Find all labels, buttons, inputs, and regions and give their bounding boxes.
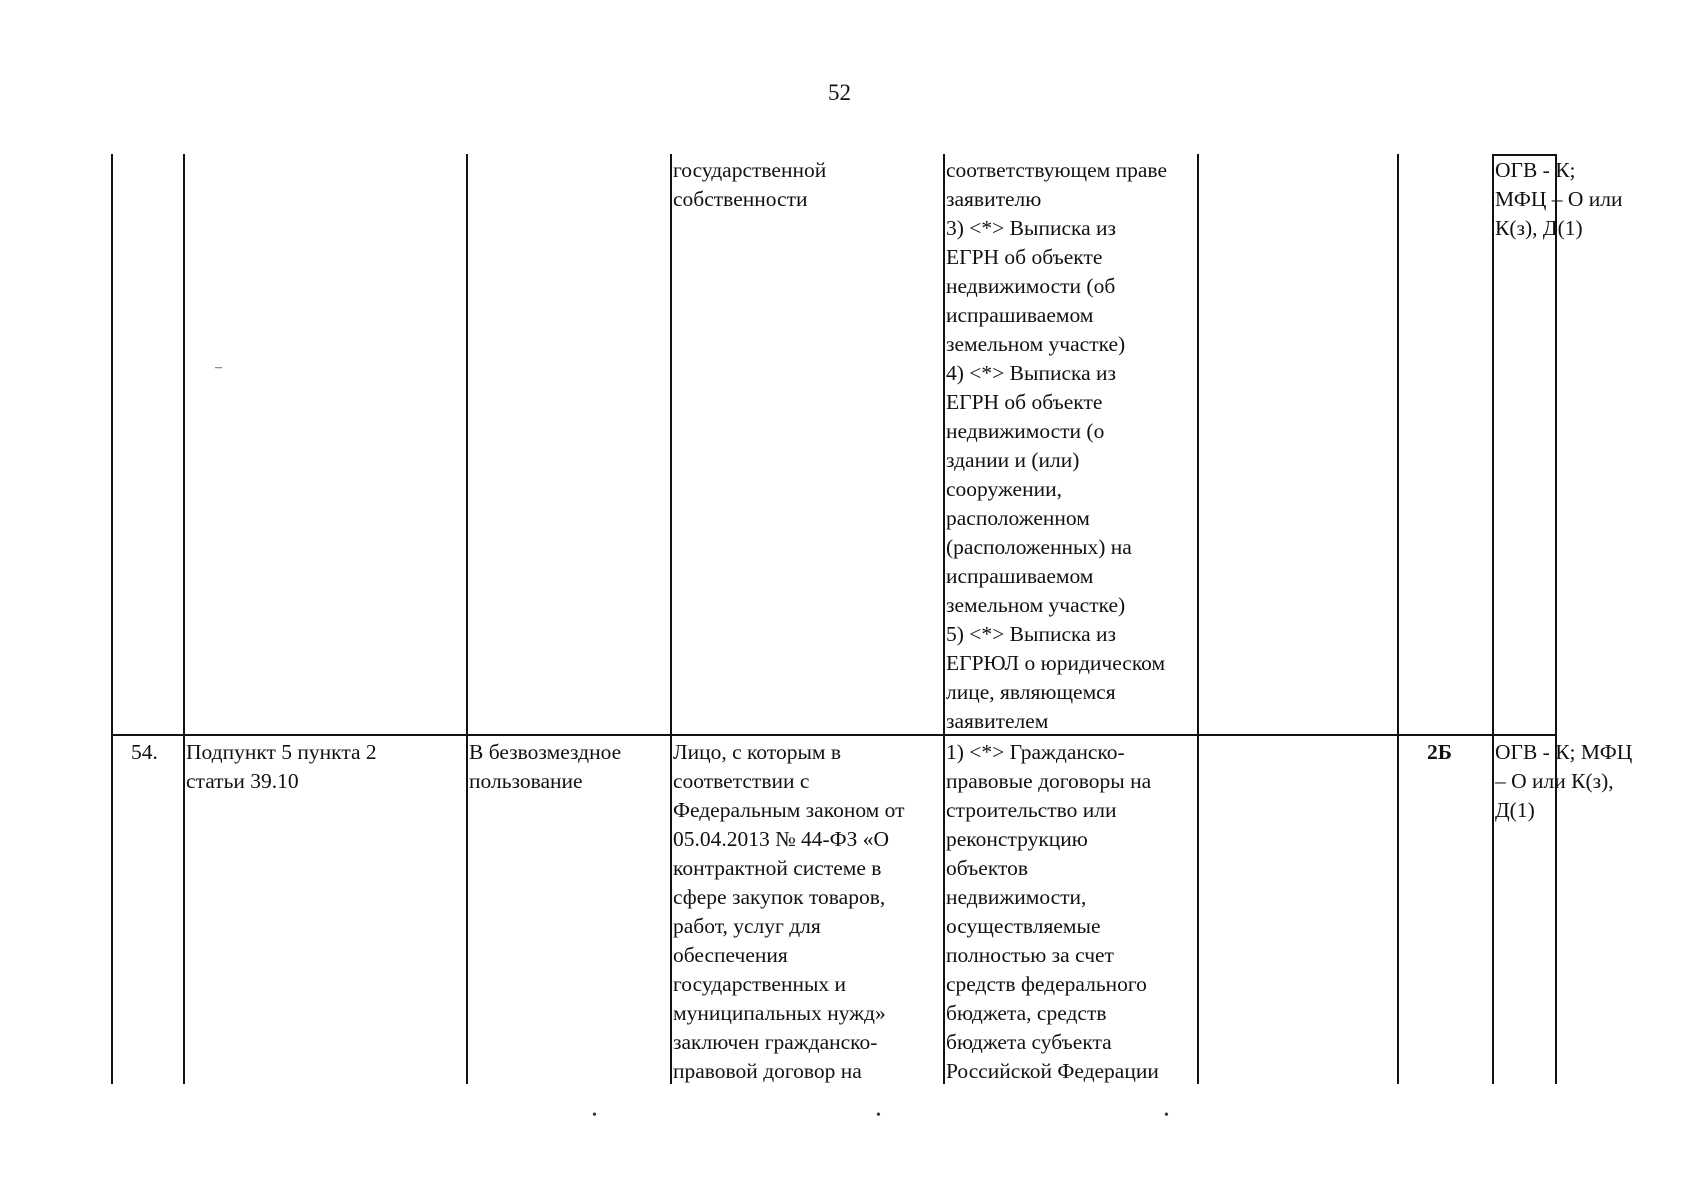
table-cell-code: 2Б [1427, 740, 1452, 764]
table-cell-row-number: 54. [131, 740, 158, 764]
table-cell-applicant: Лицо, с которым в соответствии с Федеральным законом от 05.04.2013 № 44-ФЗ «О контрактной системе в сфере закупок товаров, работ, услуг для обеспечения государственных и муниципальных нужд» заключен гражданско- правовой договор на [673, 740, 905, 1083]
row-divider [111, 734, 1557, 736]
column-divider [1492, 154, 1494, 1084]
table-cell-service-mode: ОГВ - К; МФЦ – О или К(з), Д(1) [1495, 740, 1633, 822]
scan-speck: ‒ [215, 360, 222, 375]
scan-speck: • [1164, 1108, 1169, 1123]
column-divider [1397, 154, 1399, 1084]
table-cell-owner-type: государственной собственности [673, 158, 827, 211]
table-cell-right-type: В безвозмездное пользование [469, 740, 622, 793]
scan-speck: • [876, 1108, 881, 1123]
column-divider [943, 154, 945, 1084]
scan-speck: • [592, 1108, 597, 1123]
table-border-left [111, 154, 113, 1084]
table-cell-documents: 1) <*> Гражданско- правовые договоры на строительство или реконструкцию объектов недвижимости, осуществляемые полностью за счет средств федерального бюджета, средств бюджета субъекта Российской Федерации [946, 740, 1159, 1083]
table-cell-article: Подпункт 5 пункта 2 статьи 39.10 [186, 740, 377, 793]
table-cell-documents: соответствующем праве заявителю 3) <*> Выписка из ЕГРН об объекте недвижимости (об испрашиваемом земельном участке) 4) <*> Выписка из ЕГРН об объекте недвижимости (о здании и (или) сооружении, расположенном (расположенных) на испрашиваемом земельном участке) 5) <*> Выписка из ЕГРЮЛ о юридическом лице, являющемся заявителем [946, 158, 1167, 733]
table-border-right [1555, 154, 1557, 1084]
table-cell-service-mode: ОГВ - К; МФЦ – О или К(з), Д(1) [1495, 158, 1623, 240]
column-divider [670, 154, 672, 1084]
column-divider [466, 154, 468, 1084]
page-number: 52 [828, 80, 851, 105]
column-divider [183, 154, 185, 1084]
